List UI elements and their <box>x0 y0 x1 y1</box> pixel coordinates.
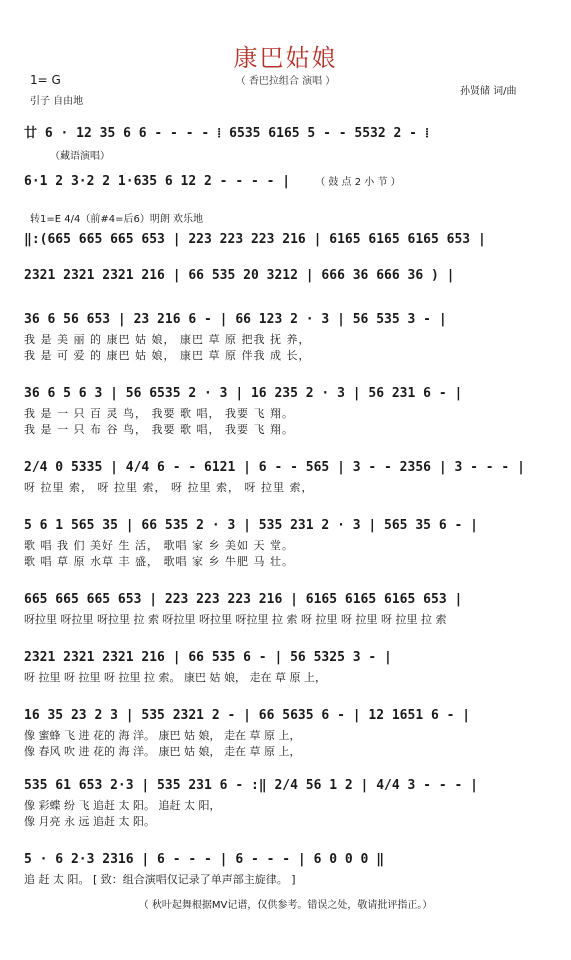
score-row <box>24 708 564 759</box>
credits: 孙贤储 词/曲 <box>460 86 517 97</box>
score-row <box>24 460 564 495</box>
lyric-line: 我 是 可 爱 的 康巴 姑 娘， 康巴 草 原 伴我 成 长， <box>24 349 311 362</box>
lyric-line: 呀 拉里 索， 呀 拉里 索， 呀 拉里 索， 呀 拉里 索， <box>24 481 314 494</box>
notation-line: 2321 2321 2321 216 | 66 535 6 - | 56 5325 3 - | <box>24 650 392 665</box>
score-row <box>24 852 564 887</box>
lyric-line: 像 蜜蜂 飞 进 花的 海 洋。 康巴 姑 娘， 走在 草 原 上， <box>24 729 301 742</box>
notation-line: 廿 6 · 12 35 6 6 - - - - ⁞ 6535 6165 5 - - 5532 2 - ⁞ <box>24 126 430 141</box>
footer-note: （ 秋叶起舞根据MV记谱，仅供参考。错误之处，敬请批评指正。） <box>138 900 433 911</box>
notation-line: 535 61 653 2·3 | 535 231 6 - :‖ 2/4 56 1 2 | 4/4 3 - - - | <box>24 778 478 793</box>
score-row <box>24 778 564 829</box>
notation-line: 665 665 665 653 | 223 223 223 216 | 6165 6165 6165 653 | <box>24 592 463 607</box>
lyric-line: 歌 唱 草 原 水草 丰 盛， 歌唱 家 乡 牛肥 马 壮。 <box>24 555 294 568</box>
notation-line: ‖:(665 665 665 653 | 223 223 223 216 | 6165 6165 6165 653 | <box>24 232 486 247</box>
lyric-line: 呀拉里 呀拉里 呀拉里 拉 索 呀拉里 呀拉里 呀拉里 拉 索 呀 拉里 呀 拉里 呀 拉里 拉 索 <box>24 613 447 626</box>
drum-note: （ 鼓 点 2 小 节 ） <box>315 177 401 188</box>
annotation: （藏语演唱） <box>50 151 110 162</box>
score-row <box>24 312 564 363</box>
lyric-line: 追 赶 太 阳。 [ 致：组合演唱仅记录了单声部主旋律。 ] <box>24 873 296 886</box>
notation-line: 5 6 1 565 35 | 66 535 2 · 3 | 535 231 2 · 3 | 565 35 6 - | <box>24 518 478 533</box>
page-title: 康巴姑娘 <box>233 44 338 72</box>
performer-line: （ 香巴拉组合 演唱 ） <box>235 76 336 87</box>
notation-line: 16 35 23 2 3 | 535 2321 2 - | 66 5635 6 - | 12 1651 6 - | <box>24 708 471 723</box>
notation-line: 6·1 2 3·2 2 1·635 6 12 2 - - - - | <box>24 174 291 189</box>
score-row <box>24 592 564 627</box>
score-row <box>24 170 554 189</box>
lyric-line: 我 是 一 只 布 谷 鸟， 我要 歌 唱， 我要 飞 翔。 <box>24 423 294 436</box>
notation-line: 2321 2321 2321 216 | 66 535 20 3212 | 666 36 666 36 ) | <box>24 268 455 283</box>
score-row <box>24 650 564 685</box>
notation-line: 5 · 6 2·3 2316 | 6 - - - | 6 - - - | 6 0 0 0 ‖ <box>24 852 385 867</box>
lyric-line: 我 是 一 只 百 灵 鸟， 我要 歌 唱， 我要 飞 翔。 <box>24 407 294 420</box>
key-signature: 1= G <box>30 73 61 87</box>
score-row <box>24 518 564 569</box>
lyric-line: 像 月亮 永 远 追赶 太 阳。 <box>24 815 155 828</box>
lyric-line: 呀 拉里 呀 拉里 呀 拉里 拉 索。 康巴 姑 娘， 走在 草 原 上， <box>24 671 326 684</box>
notation-line: 2/4 0 5335 | 4/4 6 - - 6121 | 6 - - 565 | 3 - - 2356 | 3 - - - | <box>24 460 525 475</box>
modulation-line: 转1=E 4/4（前#4=后6）明朗 欢乐地 <box>30 214 203 225</box>
score-row <box>24 122 554 162</box>
intro-note: 引子 自由地 <box>30 96 84 107</box>
lyric-line: 我 是 美 丽 的 康巴 姑 娘， 康巴 草 原 把我 抚 养， <box>24 333 311 346</box>
lyric-line: 歌 唱 我 们 美好 生 活， 歌唱 家 乡 美如 天 堂。 <box>24 539 294 552</box>
score-row <box>24 386 564 437</box>
notation-line: 36 6 5 6 3 | 56 6535 2 · 3 | 16 235 2 · 3 | 56 231 6 - | <box>24 386 463 401</box>
lyric-line: 像 春风 吹 进 花的 海 洋。 康巴 姑 娘， 走在 草 原 上， <box>24 745 301 758</box>
lyric-line: 像 彩蝶 纷 飞 追赶 太 阳。 追赶 太 阳， <box>24 799 221 812</box>
notation-line: 36 6 56 653 | 23 216 6 - | 66 123 2 · 3 | 56 535 3 - | <box>24 312 447 327</box>
